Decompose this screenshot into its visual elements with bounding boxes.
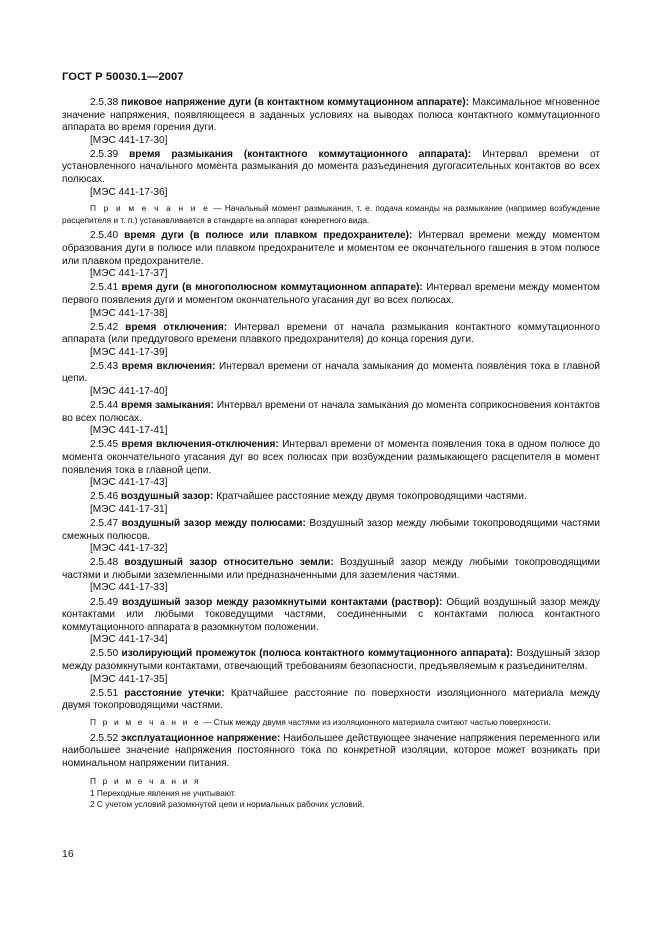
entry-2-5-48	[62, 557, 600, 582]
entry-definition: Интервал времени от момента появления тока в одном полюсе до момента окончательного угасания дуг во всех полюсах при возбуждении размыкающего расцепителя в момент появления тока в главной цепи.	[62, 439, 601, 476]
entry-reference: [МЭС 441-17-32]	[90, 543, 168, 555]
entry-2-5-46	[62, 491, 600, 504]
entry-number: 2.5.51	[90, 687, 119, 699]
entry-reference: [МЭС 441-17-31]	[90, 503, 168, 515]
entry-definition: Воздушный зазор между любыми токопроводящими частями и любыми заземленными или предназначенными для заземления частями.	[62, 557, 600, 581]
notes-2-5-52	[62, 776, 600, 811]
note-label: П р и м е ч а н и е	[90, 203, 210, 214]
document-header: ГОСТ Р 50030.1—2007	[62, 71, 184, 83]
note-2-5-51	[62, 717, 600, 729]
note-text: — Стык между двумя частями из изоляционного материала считают частью поверхности.	[203, 716, 551, 727]
entry-definition: Кратчайшее расстояние между двумя токопроводящими частями.	[216, 491, 527, 503]
entry-2-5-43	[62, 361, 600, 386]
entry-term: воздушный зазор относительно земли:	[124, 557, 334, 569]
entry-number: 2.5.48	[90, 557, 119, 569]
entry-reference: [МЭС 441-17-34]	[90, 634, 168, 646]
entry-2-5-51	[62, 688, 600, 713]
entry-term: время дуги (в многополюсном коммутационном аппарате):	[121, 282, 423, 294]
entry-reference: [МЭС 441-17-41]	[90, 425, 168, 437]
entry-reference: [МЭС 441-17-33]	[90, 582, 168, 594]
entry-definition: Максимальное мгновенное значение напряжения, появляющееся в заданных условиях на выводах полюса контактного коммутационного аппарата во время горения дуги.	[62, 97, 600, 134]
entry-term: воздушный зазор:	[120, 491, 214, 503]
entry-term: время размыкания (контактного коммутационного аппарата):	[129, 148, 472, 160]
page-number: 16	[62, 848, 74, 860]
entry-number: 2.5.45	[90, 439, 119, 451]
entry-number: 2.5.43	[90, 360, 119, 372]
entry-term: время включения-отключения:	[121, 439, 279, 451]
entry-reference: [МЭС 441-17-43]	[90, 477, 168, 489]
entry-term: время дуги (в полюсе или плавком предохранителе):	[124, 230, 413, 242]
entry-number: 2.5.49	[90, 596, 119, 608]
entry-definition: Интервал времени между моментом образования дуги в полюсе или плавком предохранителе и моментом ее окончательного гашения в этом полюсе или плавком предохранителе.	[62, 230, 600, 267]
entry-2-5-42	[62, 322, 600, 347]
entry-definition: Наибольшее действующее значение напряжения переменного или наибольшее значение напряжения постоянного тока по конкретной изоляции, которое может возникать при номинальном напряжении питания.	[62, 732, 600, 769]
entry-2-5-47	[62, 518, 600, 543]
document-body	[62, 97, 600, 811]
note-text: — Начальный момент размыкания, т. е. подача команды на размыкание (например возбуждение расцепителя и т. п.) устанавливается в стандарте на аппарат конкретного вида.	[62, 203, 600, 225]
entry-definition: Интервал времени между моментом первого появления дуги и моментом окончательного угасания дуг во всех полюсах.	[62, 282, 600, 306]
entry-reference: [МЭС 441-17-38]	[90, 307, 168, 319]
notes-label: П р и м е ч а н и я	[90, 776, 201, 787]
entry-definition: Интервал времени от начала замыкания до момента появления тока в главной цепи.	[62, 360, 601, 385]
note-item: 2 С учетом условий разомкнутой цепи и нормальных рабочих условий.	[90, 799, 365, 810]
entry-2-5-41	[62, 282, 600, 307]
entry-number: 2.5.47	[90, 518, 119, 529]
entry-2-5-38	[62, 97, 600, 135]
entry-definition: Воздушный зазор между разомкнутыми контактами, отвечающий требованиям безопасности, предъявляемым к разъединителям.	[62, 648, 600, 673]
entry-term: время отключения:	[125, 321, 228, 333]
entry-reference: [МЭС 441-17-40]	[90, 386, 168, 398]
entry-number: 2.5.52	[90, 732, 119, 744]
entry-definition: Интервал времени от начала размыкания контактного коммутационного аппарата (или преддугового времени плавкого предохранителя) до конца горения дуги.	[62, 321, 600, 346]
entry-term: воздушный зазор между полюсами:	[121, 518, 306, 529]
entry-2-5-49	[62, 597, 600, 635]
entry-number: 2.5.41	[90, 282, 119, 294]
entry-number: 2.5.38	[90, 97, 119, 108]
entry-number: 2.5.46	[90, 491, 119, 503]
entry-term: изолирующий промежуток (полюса контактного коммутационного аппарата):	[121, 648, 514, 660]
entry-definition: Воздушный зазор между любыми токопроводящими частями смежных полюсов.	[62, 518, 600, 542]
entry-reference: [МЭС 441-17-37]	[90, 268, 168, 280]
entry-term: время замыкания:	[120, 400, 214, 412]
entry-reference: [МЭС 441-17-30]	[90, 134, 168, 146]
entry-definition: Общий воздушный зазор между контактами или любыми токоведущими частями, соединенными с контактами полюса контактного коммутационного аппарата в разомкнутом положении.	[62, 596, 600, 633]
entry-reference: [МЭС 441-17-39]	[90, 346, 168, 358]
entry-number: 2.5.44	[90, 400, 119, 412]
entry-term: воздушный зазор между разомкнутыми контактами (раствор):	[122, 596, 443, 608]
entry-2-5-40	[62, 230, 600, 268]
entry-term: расстояние утечки:	[124, 687, 225, 699]
entry-term: время включения:	[121, 360, 216, 372]
note-label: П р и м е ч а н и е	[90, 716, 201, 727]
entry-number: 2.5.50	[90, 648, 119, 660]
entry-2-5-50	[62, 648, 600, 673]
entry-reference: [МЭС 441-17-35]	[90, 673, 168, 685]
entry-number: 2.5.42	[90, 321, 119, 333]
entry-definition: Интервал времени от начала замыкания до момента соприкосновения контактов во всех полюсах.	[62, 400, 600, 424]
entry-term: эксплуатационное напряжение:	[121, 732, 281, 744]
entry-number: 2.5.39	[90, 148, 119, 160]
entry-definition: Интервал времени от установленного начального момента размыкания до момента разъединения дугогасительных контактов во всех полюсах.	[62, 148, 600, 186]
entry-2-5-39	[62, 149, 600, 187]
entry-definition: Кратчайшее расстояние по поверхности изоляционного материала между двумя токопроводящими частями.	[62, 687, 601, 712]
entry-reference: [МЭС 441-17-36]	[90, 186, 168, 198]
note-item: 1 Переходные явления не учитывают.	[90, 787, 237, 798]
entry-2-5-45	[62, 439, 600, 477]
entry-number: 2.5.40	[90, 230, 119, 242]
entry-term: пиковое напряжение дуги (в контактном коммутационном аппарате):	[121, 97, 470, 108]
note-2-5-39	[62, 203, 600, 226]
entry-2-5-52	[62, 733, 600, 771]
entry-2-5-44	[62, 400, 600, 425]
